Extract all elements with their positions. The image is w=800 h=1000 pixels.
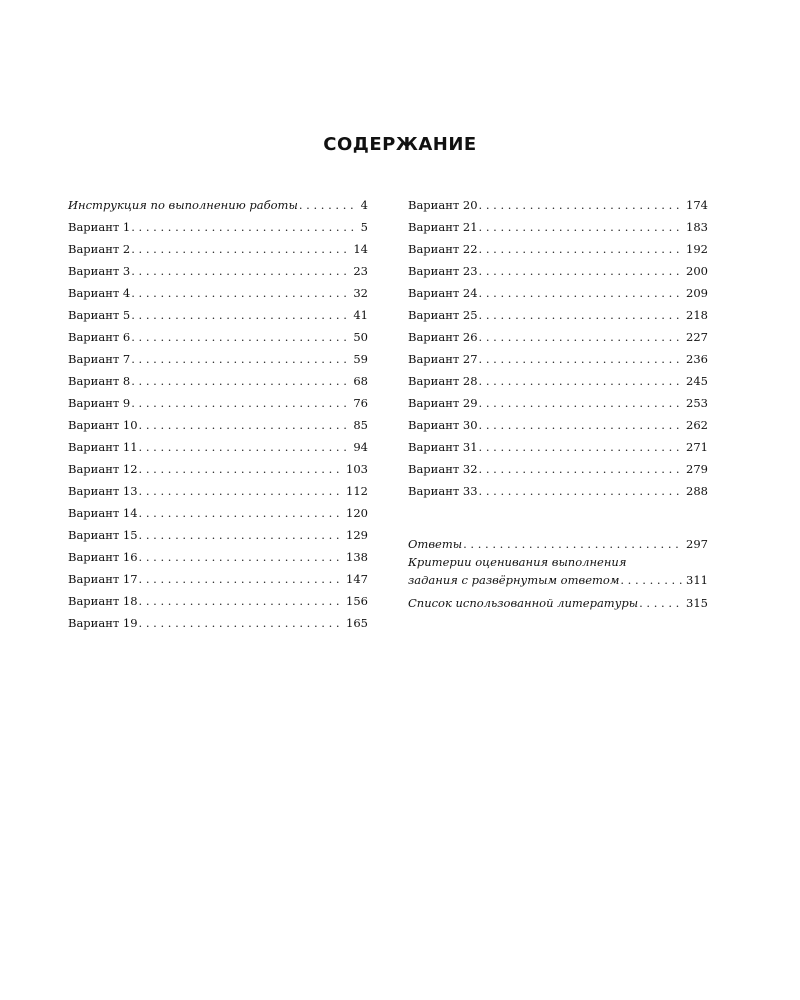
toc-entry[interactable] (68, 344, 368, 366)
toc-entry[interactable] (68, 542, 368, 564)
toc-entry-page: 120 (346, 506, 368, 520)
toc-entry-label: Вариант 18 (68, 594, 138, 608)
toc-entry[interactable] (68, 476, 368, 498)
toc-entry-label: Вариант 12 (68, 462, 138, 476)
dot-leader (478, 242, 683, 256)
toc-entry-label: Вариант 25 (408, 308, 478, 322)
toc-entry-label: Вариант 32 (408, 462, 478, 476)
toc-entry[interactable] (408, 388, 708, 410)
toc-entry[interactable] (68, 586, 368, 608)
toc-entry-label-line2: задания с развёрнутым ответом (408, 573, 620, 587)
toc-entry-label: Вариант 6 (68, 330, 131, 344)
dot-leader (130, 308, 349, 322)
toc-entry[interactable] (68, 410, 368, 432)
toc-entry-page: 236 (686, 352, 708, 366)
toc-entry-label: Вариант 3 (68, 264, 131, 278)
dot-leader (138, 506, 343, 520)
toc-entry-label: Вариант 13 (68, 484, 138, 498)
dot-leader (298, 198, 357, 212)
toc-entry-label: Вариант 29 (408, 396, 478, 410)
toc-entry-label: Вариант 20 (408, 198, 478, 212)
dot-leader (478, 352, 683, 366)
toc-entry[interactable] (408, 300, 708, 322)
toc-entry-label: Вариант 27 (408, 352, 478, 366)
toc-entry[interactable] (408, 454, 708, 476)
dot-leader (478, 462, 683, 476)
toc-entry[interactable] (408, 529, 708, 551)
toc-entry-label: Вариант 17 (68, 572, 138, 586)
dot-leader (478, 264, 683, 278)
toc-entry-label: Вариант 2 (68, 242, 131, 256)
toc-entry[interactable] (68, 388, 368, 410)
toc-entry-label: Вариант 30 (408, 418, 478, 432)
dot-leader (478, 198, 683, 212)
toc-entry-page: 5 (360, 220, 368, 234)
toc-entry[interactable] (408, 588, 708, 610)
toc-entry-page: 227 (686, 330, 708, 344)
toc-entry-label: Вариант 5 (68, 308, 131, 322)
toc-entry[interactable] (408, 234, 708, 256)
toc-entry-page: 288 (686, 484, 708, 498)
dot-leader (130, 330, 349, 344)
dot-leader (478, 396, 683, 410)
toc-entry[interactable] (68, 212, 368, 234)
toc-entry-page: 4 (360, 198, 368, 212)
toc-entry-page: 59 (353, 352, 368, 366)
toc-entry[interactable] (68, 278, 368, 300)
dot-leader (138, 484, 343, 498)
toc-entry-page: 129 (346, 528, 368, 542)
toc-entry[interactable] (408, 366, 708, 388)
dot-leader (138, 440, 350, 454)
toc-entry-page: 32 (353, 286, 368, 300)
toc-entry-label: Вариант 11 (68, 440, 138, 454)
dot-leader (130, 374, 349, 388)
dot-leader (130, 242, 349, 256)
toc-entry-label: Вариант 10 (68, 418, 138, 432)
dot-leader (478, 330, 683, 344)
toc-entry[interactable] (408, 344, 708, 366)
dot-leader (478, 374, 683, 388)
dot-leader (130, 396, 349, 410)
dot-leader (130, 352, 349, 366)
toc-entry[interactable] (68, 564, 368, 586)
toc-entry-page: 138 (346, 550, 368, 564)
toc-entry-page: 315 (686, 596, 708, 610)
toc-entry-criteria[interactable] (408, 553, 708, 587)
toc-entry-page: 245 (686, 374, 708, 388)
toc-entry[interactable] (68, 322, 368, 344)
toc-entry-label: Инструкция по выполнению работы (68, 198, 298, 212)
dot-leader (478, 220, 683, 234)
toc-entry[interactable] (68, 234, 368, 256)
toc-entry-label: Вариант 31 (408, 440, 478, 454)
toc-entry-page: 41 (353, 308, 368, 322)
toc-entry-page: 112 (346, 484, 368, 498)
toc-entry[interactable] (68, 300, 368, 322)
dot-leader (138, 616, 343, 630)
toc-entry-page: 76 (353, 396, 368, 410)
toc-entry[interactable] (68, 608, 368, 630)
toc-entry-label: Вариант 23 (408, 264, 478, 278)
toc-entry-label: Вариант 33 (408, 484, 478, 498)
toc-entry[interactable] (408, 432, 708, 454)
toc-entry-page: 165 (346, 616, 368, 630)
dot-leader (138, 550, 343, 564)
toc-entry-page: 209 (686, 286, 708, 300)
toc-entry (408, 569, 708, 587)
toc-entry[interactable] (68, 256, 368, 278)
toc-left-column (68, 190, 368, 630)
dot-leader (478, 418, 683, 432)
toc-entry[interactable] (408, 212, 708, 234)
toc-right-column (408, 190, 708, 610)
dot-leader (138, 462, 343, 476)
toc-entry-page: 253 (686, 396, 708, 410)
dot-leader (619, 573, 682, 587)
toc-entry-label: Вариант 9 (68, 396, 131, 410)
toc-entry[interactable] (408, 278, 708, 300)
dot-leader (478, 484, 683, 498)
toc-entry[interactable] (408, 322, 708, 344)
dot-leader (130, 220, 356, 234)
toc-entry-page: 200 (686, 264, 708, 278)
toc-entry-page: 174 (686, 198, 708, 212)
toc-entry-page: 85 (353, 418, 368, 432)
toc-entry-label: Вариант 22 (408, 242, 478, 256)
toc-entry-page: 271 (686, 440, 708, 454)
toc-entry-page: 262 (686, 418, 708, 432)
dot-leader (478, 286, 683, 300)
section-spacer (408, 498, 708, 529)
toc-entry[interactable] (68, 498, 368, 520)
toc-entry-page: 218 (686, 308, 708, 322)
toc-entry[interactable] (68, 520, 368, 542)
dot-leader (138, 594, 343, 608)
toc-entry-label: Вариант 21 (408, 220, 478, 234)
dot-leader (478, 308, 683, 322)
toc-entry-page: 50 (353, 330, 368, 344)
toc-entry-label-line1: Критерии оценивания выполнения (408, 555, 627, 569)
toc-entry-label: Вариант 24 (408, 286, 478, 300)
toc-entry-page: 94 (353, 440, 368, 454)
toc-entry[interactable] (408, 256, 708, 278)
toc-entry-page: 311 (686, 573, 708, 587)
toc-entry-label: Вариант 19 (68, 616, 138, 630)
toc-entry-label: Вариант 16 (68, 550, 138, 564)
toc-entry[interactable] (68, 366, 368, 388)
dot-leader (138, 418, 350, 432)
toc-entry-page: 103 (346, 462, 368, 476)
toc-entry-label: Вариант 15 (68, 528, 138, 542)
dot-leader (130, 286, 349, 300)
dot-leader (638, 596, 682, 610)
toc-entry-page: 279 (686, 462, 708, 476)
toc-entry[interactable] (408, 190, 708, 212)
toc-entry-label: Вариант 26 (408, 330, 478, 344)
toc-entry[interactable] (68, 432, 368, 454)
toc-entry-label: Ответы (408, 537, 463, 551)
toc-entry-page: 68 (353, 374, 368, 388)
toc-entry-page: 183 (686, 220, 708, 234)
dot-leader (478, 440, 683, 454)
toc-entry-label: Вариант 28 (408, 374, 478, 388)
toc-entry-label: Вариант 1 (68, 220, 131, 234)
dot-leader (138, 572, 343, 586)
toc-entry-label: Вариант 7 (68, 352, 131, 366)
toc-entry-label: Вариант 8 (68, 374, 131, 388)
toc-entry-label: Вариант 14 (68, 506, 138, 520)
toc-entry[interactable] (68, 454, 368, 476)
toc-entry[interactable] (408, 410, 708, 432)
toc-entry-page: 147 (346, 572, 368, 586)
toc-entry-page: 14 (353, 242, 368, 256)
toc-entry-label: Список использованной литературы (408, 596, 639, 610)
dot-leader (138, 528, 343, 542)
toc-entry-page: 156 (346, 594, 368, 608)
toc-entry[interactable] (68, 190, 368, 212)
toc-entry-page: 23 (353, 264, 368, 278)
toc-entry-label: Вариант 4 (68, 286, 131, 300)
dot-leader (462, 537, 682, 551)
toc-entry[interactable] (408, 476, 708, 498)
toc-entry-page: 297 (686, 537, 708, 551)
toc-entry-page: 192 (686, 242, 708, 256)
dot-leader (130, 264, 349, 278)
page-title: СОДЕРЖАНИЕ (323, 134, 477, 155)
